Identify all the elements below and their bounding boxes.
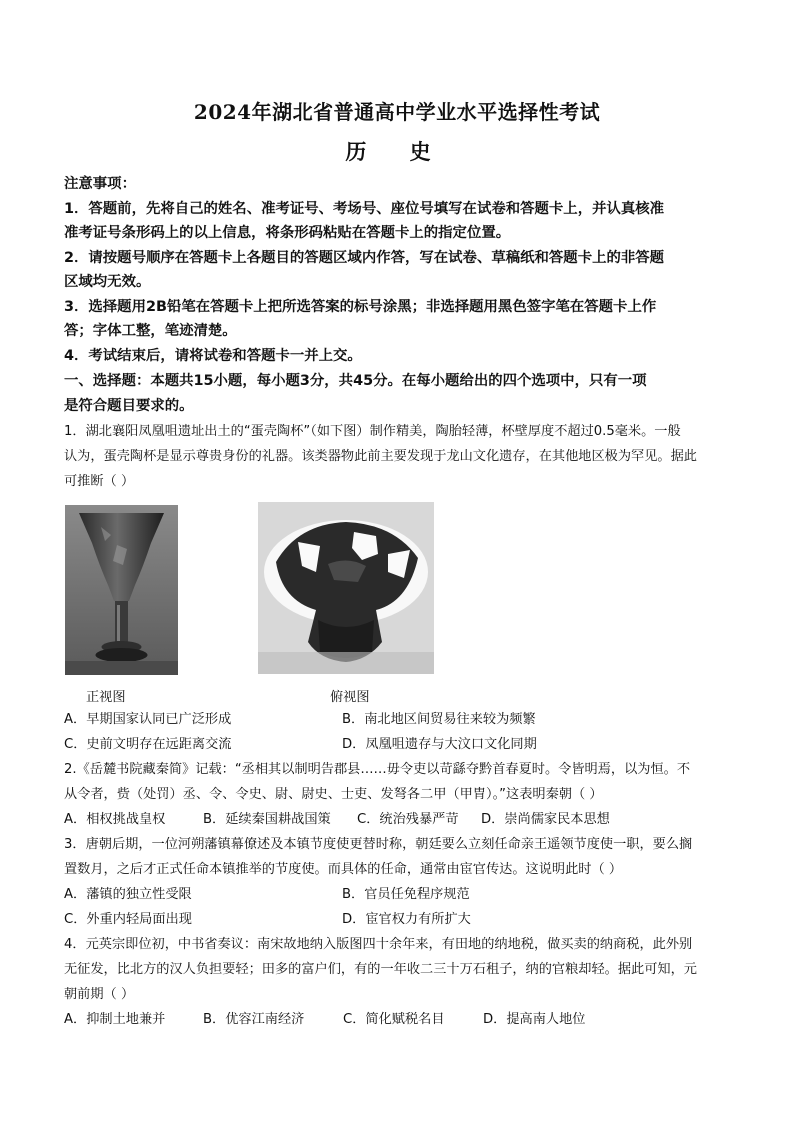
eggshell-cup-top-image [258,502,434,674]
notice-line: 3．选择题用2B铅笔在答题卡上把所选答案的标号涂黑；非选择题用黑色签字笔在答题卡上作 [64,299,657,315]
top-view-caption: 俯视图 [330,690,370,705]
q4-option-c: C．简化赋税名目 [343,1012,445,1027]
front-view-caption: 正视图 [86,690,126,705]
q3-option-a: A．藩镇的独立性受限 [64,887,192,902]
notice-heading: 注意事项： [64,176,136,192]
q2-option-d: D．崇尚儒家民本思想 [481,812,610,827]
q3-option-b: B．官员任免程序规范 [342,887,470,902]
q4-stem: 4．元英宗即位初，中书省奏议：南宋故地纳入版图四十余年来，有田地的纳地税，做买卖的纳商税，此外别 [64,937,693,952]
exam-title: 2024年湖北省普通高中学业水平选择性考试 [193,100,601,124]
notice-line: 4．考试结束后，请将试卷和答题卡一并上交。 [64,348,362,364]
q1-option-b: B．南北地区间贸易往来较为频繁 [342,712,536,727]
notice-line: 答；字体工整，笔迹清楚。 [64,323,237,339]
top-view-photo [258,502,434,674]
q2-option-a: A．相权挑战皇权 [64,812,166,827]
front-view-photo [65,505,178,675]
q3-stem: 3．唐朝后期，一位河朔藩镇幕僚述及本镇节度使更替时称，朝廷要么立刻任命亲王遥领节度使一职，要么搁 [64,837,693,852]
q1-stem: 1．湖北襄阳凤凰咀遗址出土的“蛋壳陶杯”（如下图）制作精美，陶胎轻薄，杯壁厚度不超过0.5毫米。一般 [64,424,681,439]
q1-option-c: C．史前文明存在远距离交流 [64,737,232,752]
notice-line: 区域均无效。 [64,274,151,290]
q4-stem: 无征发，比北方的汉人负担要轻；田多的富户们，有的一年收二三十万石租子，纳的官粮却轻。据此可知，元 [64,962,697,977]
notice-line: 2．请按题号顺序在答题卡上各题目的答题区域内作答，写在试卷、草稿纸和答题卡上的非答题 [64,250,665,266]
subject-title: 历 史 [345,139,449,164]
q4-option-d: D．提高南人地位 [483,1012,586,1027]
q2-stem: 从令者，赀（处罚）丞、令、令史、尉、尉史、士吏、发弩各二甲（甲胄）。”这表明秦朝（ ） [64,787,603,802]
q3-stem: 置数月，之后才正式任命本镇推举的节度使。而具体的任命，通常由宦官传达。这说明此时（ ） [64,862,623,877]
q1-option-d: D．凤凰咀遗存与大汶口文化同期 [342,737,537,752]
section-heading: 是符合题目要求的。 [64,398,194,414]
eggshell-cup-front-image [65,505,178,675]
q4-option-b: B．优容江南经济 [203,1012,305,1027]
q3-option-c: C．外重内轻局面出现 [64,912,192,927]
notice-line: 1．答题前，先将自己的姓名、准考证号、考场号、座位号填写在试卷和答题卡上，并认真核准 [64,201,665,217]
section-heading: 一、选择题：本题共15小题，每小题3分，共45分。在每小题给出的四个选项中，只有一项 [64,373,647,389]
q1-stem: 认为，蛋壳陶杯是显示尊贵身份的礼器。该类器物此前主要发现于龙山文化遗存，在其他地区极为罕见。据此 [64,449,697,464]
q2-option-c: C．统治残暴严苛 [357,812,459,827]
q1-stem: 可推断（ ） [64,474,135,489]
q2-option-b: B．延续秦国耕战国策 [203,812,331,827]
notice-line: 准考证号条形码上的以上信息，将条形码粘贴在答题卡上的指定位置。 [64,225,511,241]
q2-stem: 2.《岳麓书院藏秦简》记载：“丞相其以制明告郡县……毋令吏以苛繇夺黔首春夏时。令皆明焉，以为恒。不 [64,762,691,777]
q1-option-a: A．早期国家认同已广泛形成 [64,712,232,727]
q4-option-a: A．抑制土地兼并 [64,1012,166,1027]
q3-option-d: D．宦官权力有所扩大 [342,912,471,927]
q4-stem: 朝前期（ ） [64,987,135,1002]
